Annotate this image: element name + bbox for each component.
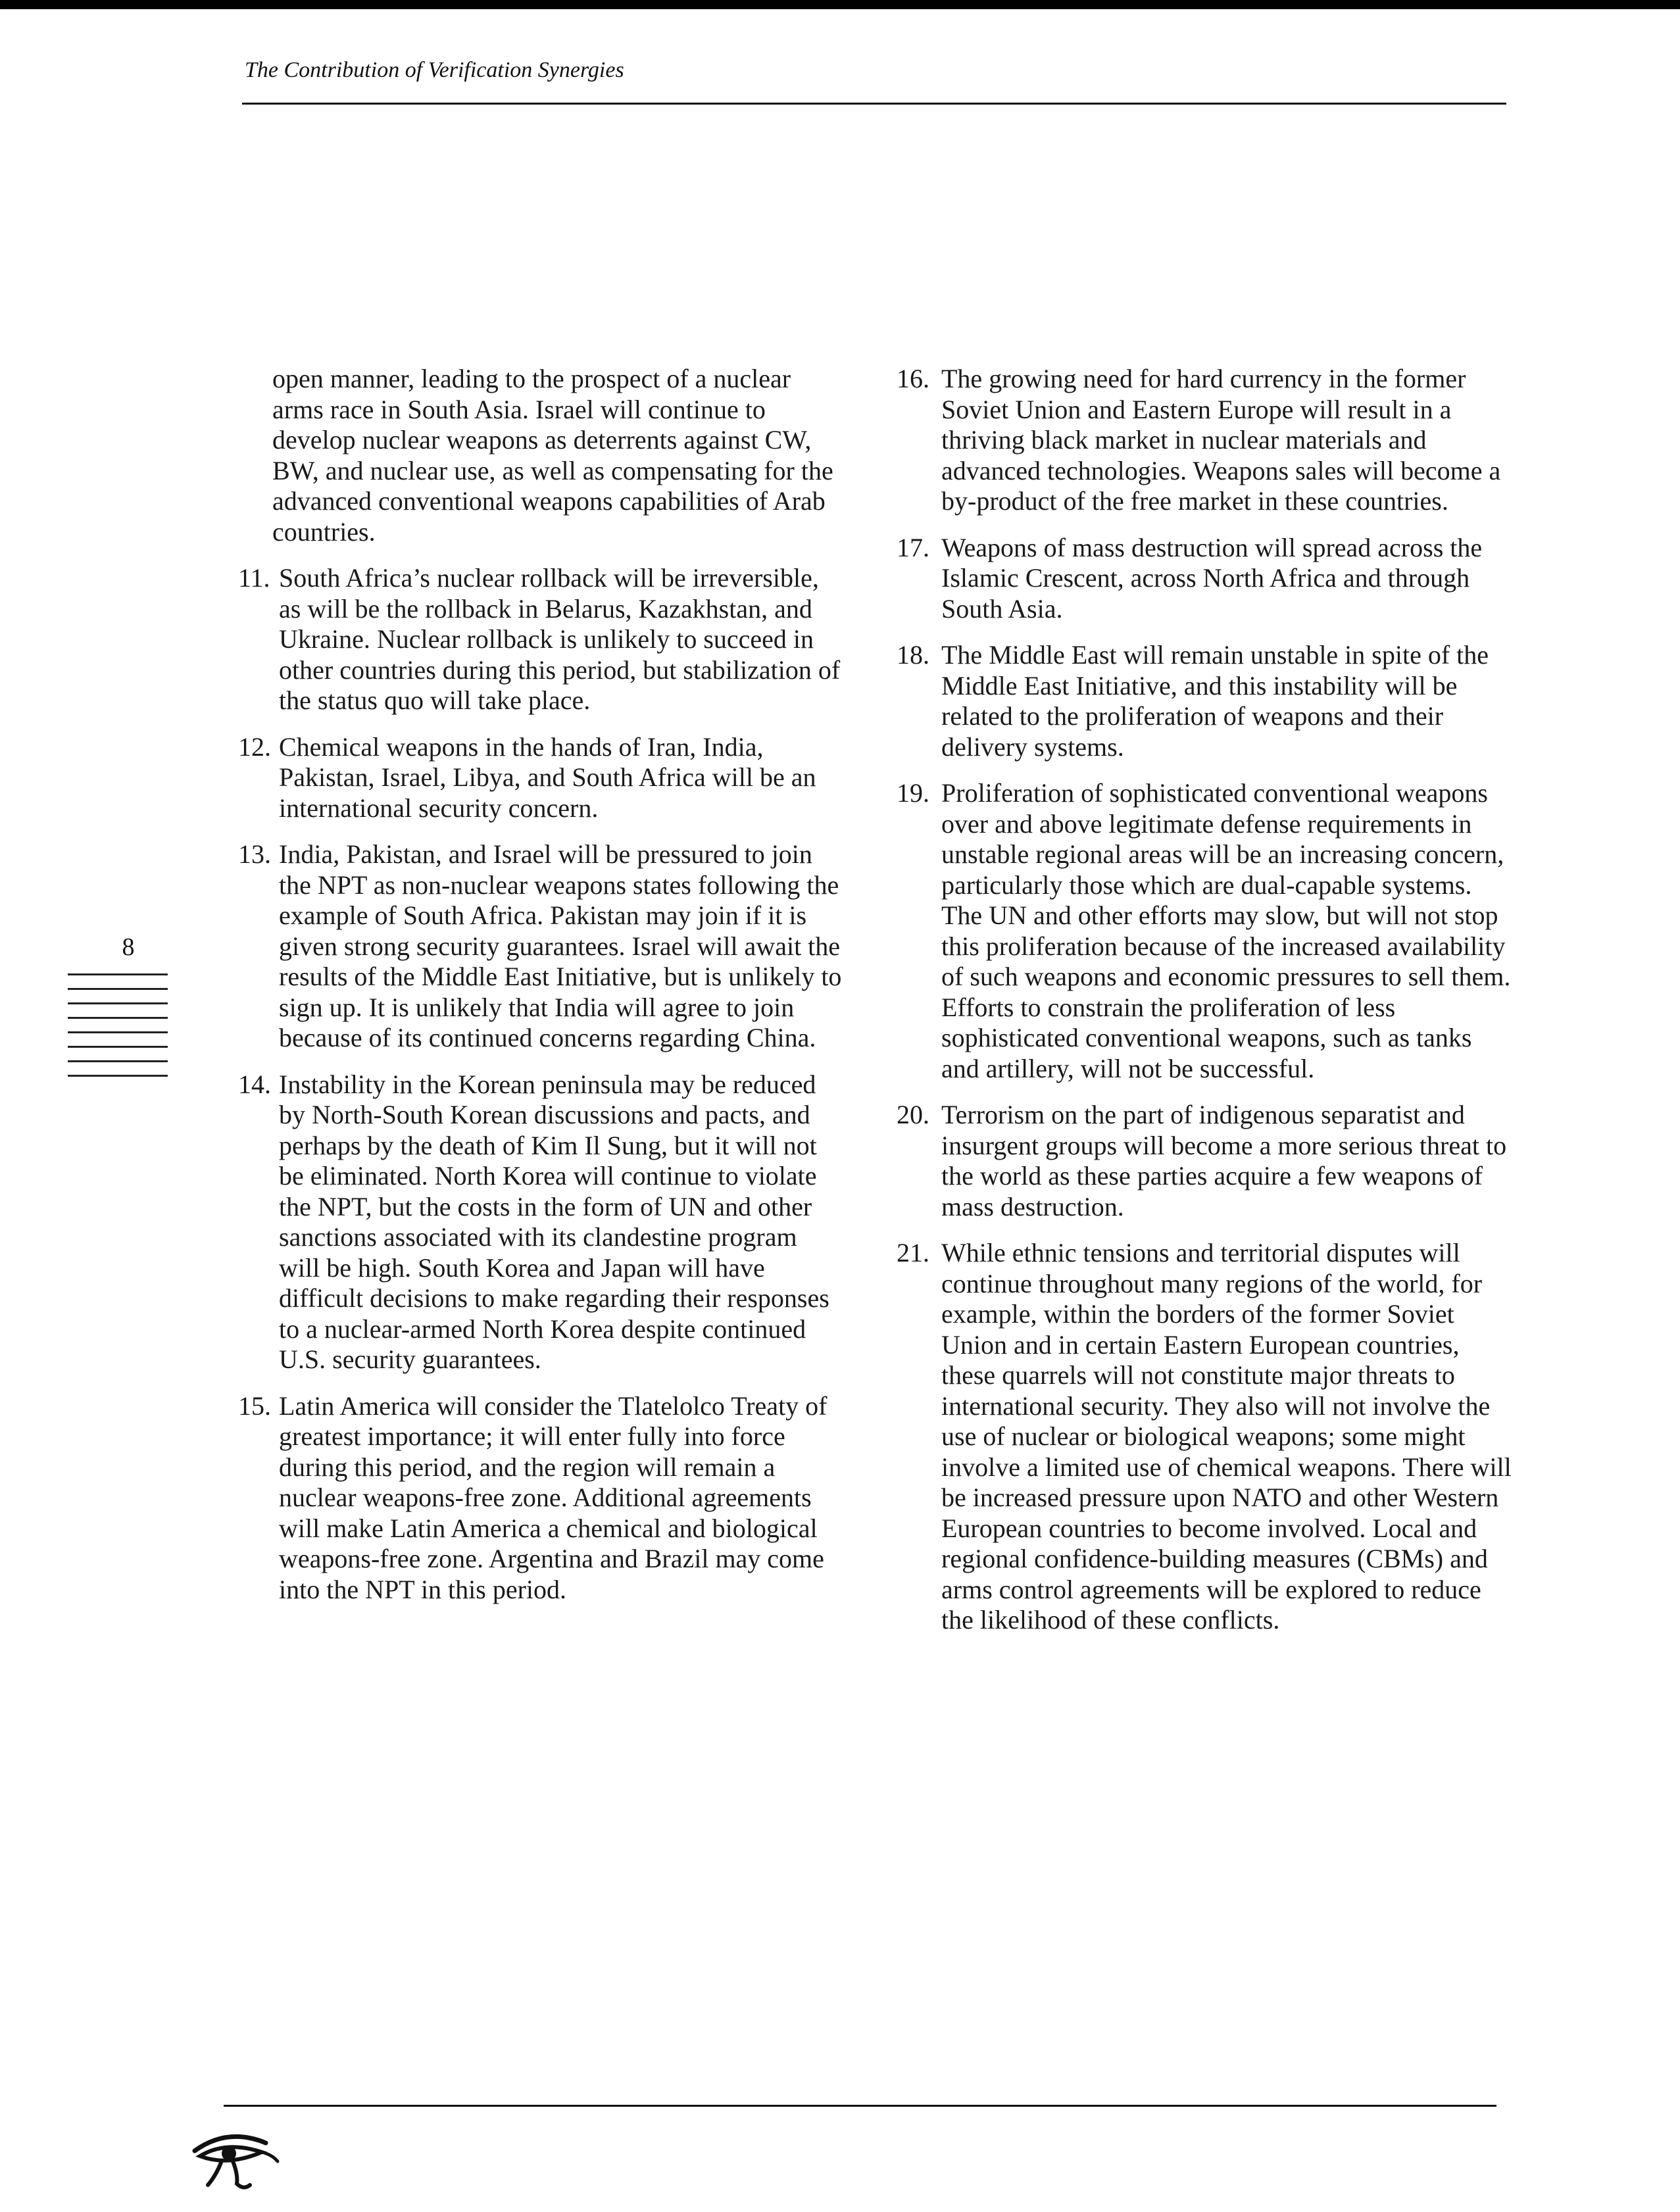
item-text: Weapons of mass destruction will spread across the Islamic Crescent, across North Africa and through South Asia. [941,532,1483,624]
item-number: 14. [238,1069,271,1099]
item-number: 19. [897,778,929,808]
margin-lines-decoration [68,973,168,1089]
footer-rule [224,2105,1496,2107]
item-number: 13. [238,839,271,869]
list-item [897,778,1515,1084]
item-number: 21. [897,1238,929,1267]
left-column [238,364,843,1605]
header-rule [242,103,1506,105]
item-number: 15. [238,1390,271,1421]
item-text: The growing need for hard currency in the former Soviet Union and Eastern Europe will result in a thriving black market in nuclear materials and advanced technologies. Weapons sales will become a by-product of the free market in these countries. [941,364,1501,516]
list-item [238,1391,843,1606]
item-text: The Middle East will remain unstable in spite of the Middle East Initiative, and this instability will be related to the proliferation of weapons and their delivery systems. [941,640,1489,762]
item-number: 11. [238,563,270,593]
continuation-paragraph: open manner, leading to the prospect of a nuclear arms race in South Asia. Israel will continue to develop nuclear weapons as deterrents against CW, BW, and nuclear use, as well as compensating for the advanced conventional weapons capabilities of Arab countries. [272,364,833,547]
item-number: 17. [897,532,929,562]
item-text: Terrorism on the part of indigenous separatist and insurgent groups will become a more serious threat to the world as these parties acquire a few weapons of mass destruction. [941,1100,1507,1221]
list-item [238,563,843,716]
scan-top-edge [0,0,1680,9]
item-number: 20. [897,1100,929,1129]
list-item [238,1069,843,1375]
list-item [897,1100,1515,1222]
item-text: Proliferation of sophisticated conventional weapons over and above legitimate defense requirements in unstable regional areas will be an increasing concern, particularly those which are dual-capable systems. The UN and other efforts may slow, but will not stop this proliferation because of the increased availability of such weapons and economic pressures to sell them. Efforts to constrain the proliferation of less sophisticated conventional weapons, such as tanks and artillery, will not be successful. [941,778,1511,1083]
item-text: Instability in the Korean peninsula may be reduced by North-South Korean discussions and pacts, and perhaps by the death of Kim Il Sung, but it will not be eliminated. North Korea will continue to violate the NPT, but the costs in the form of UN and other sanctions associated with its clandestine program will be high. South Korea and Japan will have difficult decisions to make regarding their responses to a nuclear-armed North Korea despite continued U.S. security guarantees. [279,1069,829,1374]
right-column [897,364,1515,1636]
item-number: 12. [238,731,271,762]
item-number: 16. [897,364,929,393]
item-text: India, Pakistan, and Israel will be pressured to join the NPT as non-nuclear weapons states following the example of South Africa. Pakistan may join if it is given strong security guarantees. Israel will await the results of the Middle East Initiative, but is unlikely to sign up. It is unlikely that India will agree to join because of its continued concerns regarding China. [279,839,842,1052]
list-item [897,364,1515,517]
eye-of-horus-icon [188,2126,280,2192]
item-text: Chemical weapons in the hands of Iran, India, Pakistan, Israel, Libya, and South Africa will be an international security concern. [279,731,816,823]
running-head: The Contribution of Verification Synergies [245,58,624,82]
item-text: South Africa’s nuclear rollback will be irreversible, as will be the rollback in Belarus, Kazakhstan, and Ukraine. Nuclear rollback is unlikely to succeed in other countries during this period, but stabilization of the status quo will take place. [279,563,841,715]
item-text: While ethnic tensions and territorial disputes will continue throughout many regions of the world, for example, within the borders of the former Soviet Union and in certain Eastern European countries, these quarrels will not constitute major threats to international security. They also will not involve the use of nuclear or biological weapons; some might involve a limited use of chemical weapons. There will be increased pressure upon NATO and other Western European countries to become involved. Local and regional confidence-building measures (CBMs) and arms control agreements will be explored to reduce the likelihood of these conflicts. [941,1238,1512,1634]
list-item [897,1238,1515,1636]
list-item [238,732,843,824]
item-number: 18. [897,640,929,670]
item-text: Latin America will consider the Tlatelolco Treaty of greatest importance; it will enter fully into force during this period, and the region will remain a nuclear weapons-free zone. Additional agreements will make Latin America a chemical and biological weapons-free zone. Argentina and Brazil may come into the NPT in this period. [279,1390,828,1604]
list-item [897,640,1515,762]
page-number: 8 [122,933,135,961]
list-item [897,533,1515,625]
list-item [238,839,843,1054]
